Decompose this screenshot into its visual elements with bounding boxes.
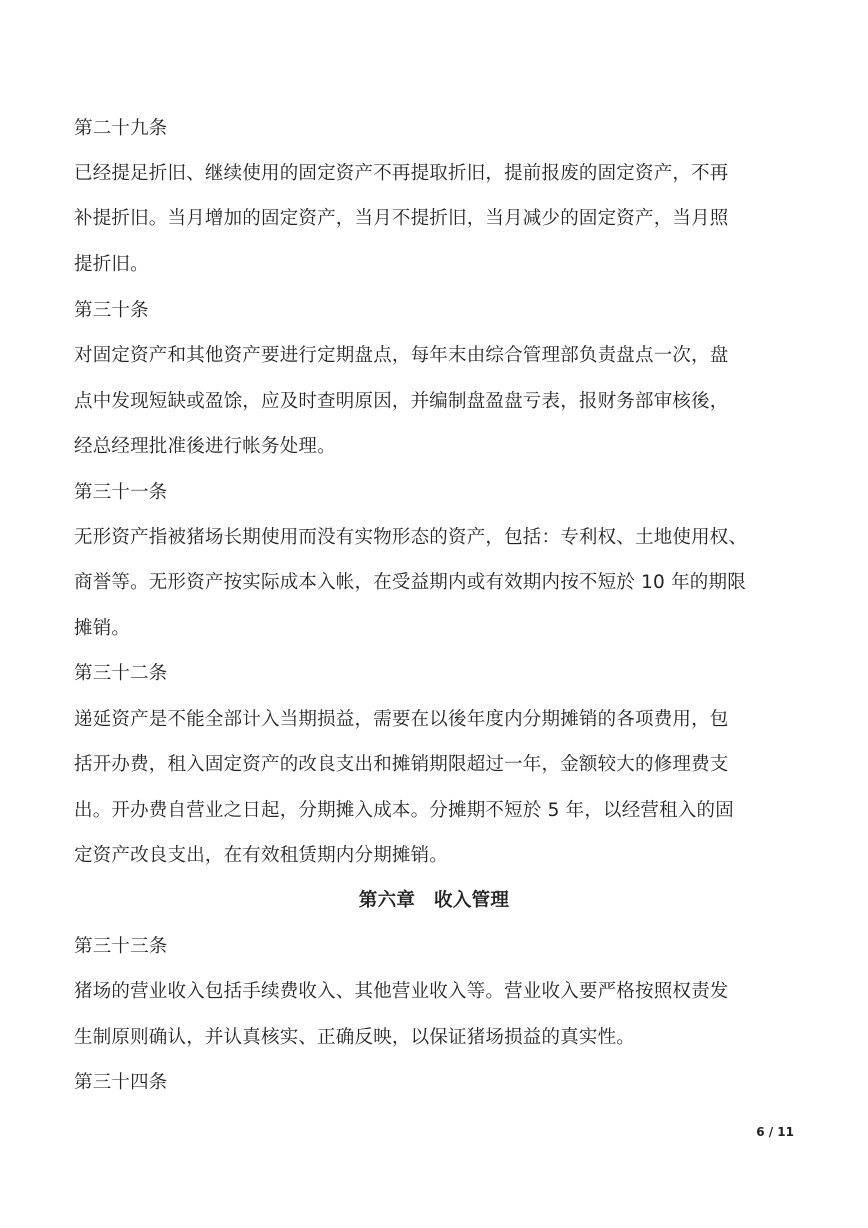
- article-31-line-3: 摊销。: [74, 618, 131, 639]
- article-31-line-1: 无形资产指被猪场长期使用而没有实物形态的资产，包括：专利权、土地使用权、: [74, 527, 748, 548]
- article-32-line-4: 定资产改良支出，在有效租赁期内分期摊销。: [74, 845, 449, 866]
- article-34-heading: 第三十四条: [74, 1072, 168, 1093]
- article-29-line-2: 补提折旧。当月增加的固定资产，当月不提折旧，当月减少的固定资产，当月照: [74, 208, 729, 229]
- article-32-line-1: 递延资产是不能全部计入当期损益，需要在以後年度内分期摊销的各项费用，包: [74, 709, 729, 730]
- article-30-line-2: 点中发现短缺或盈馀，应及时查明原因，并编制盘盈盘亏表，报财务部审核後，: [74, 391, 729, 412]
- article-32-line-2: 括开办费，租入固定资产的改良支出和摊销期限超过一年，金额较大的修理费支: [74, 754, 729, 775]
- page-number: 6 / 11: [756, 1125, 794, 1139]
- article-32-heading: 第三十二条: [74, 663, 168, 684]
- article-33-line-2: 生制原则确认，并认真核实、正确反映，以保证猪场损益的真实性。: [74, 1027, 636, 1048]
- article-29-line-1: 已经提足折旧、继续使用的固定资产不再提取折旧，提前报废的固定资产，不再: [74, 163, 729, 184]
- article-30-line-3: 经总经理批准後进行帐务处理。: [74, 436, 336, 457]
- article-33-line-1: 猪场的营业收入包括手续费收入、其他营业收入等。营业收入要严格按照权责发: [74, 981, 729, 1002]
- article-32-line-3: 出。开办费自营业之日起，分期摊入成本。分摊期不短於 5 年，以经营租入的固: [74, 800, 734, 821]
- article-30-heading: 第三十条: [74, 300, 149, 321]
- article-29-heading: 第二十九条: [74, 118, 168, 139]
- chapter-6-title: 第六章 收入管理: [358, 890, 510, 911]
- article-31-heading: 第三十一条: [74, 482, 168, 503]
- article-31-line-2: 商誉等。无形资产按实际成本入帐，在受益期内或有效期内按不短於 10 年的期限: [74, 572, 746, 593]
- article-33-heading: 第三十三条: [74, 936, 168, 957]
- article-30-line-1: 对固定资产和其他资产要进行定期盘点，每年末由综合管理部负责盘点一次，盘: [74, 345, 729, 366]
- article-29-line-3: 提折旧。: [74, 254, 149, 275]
